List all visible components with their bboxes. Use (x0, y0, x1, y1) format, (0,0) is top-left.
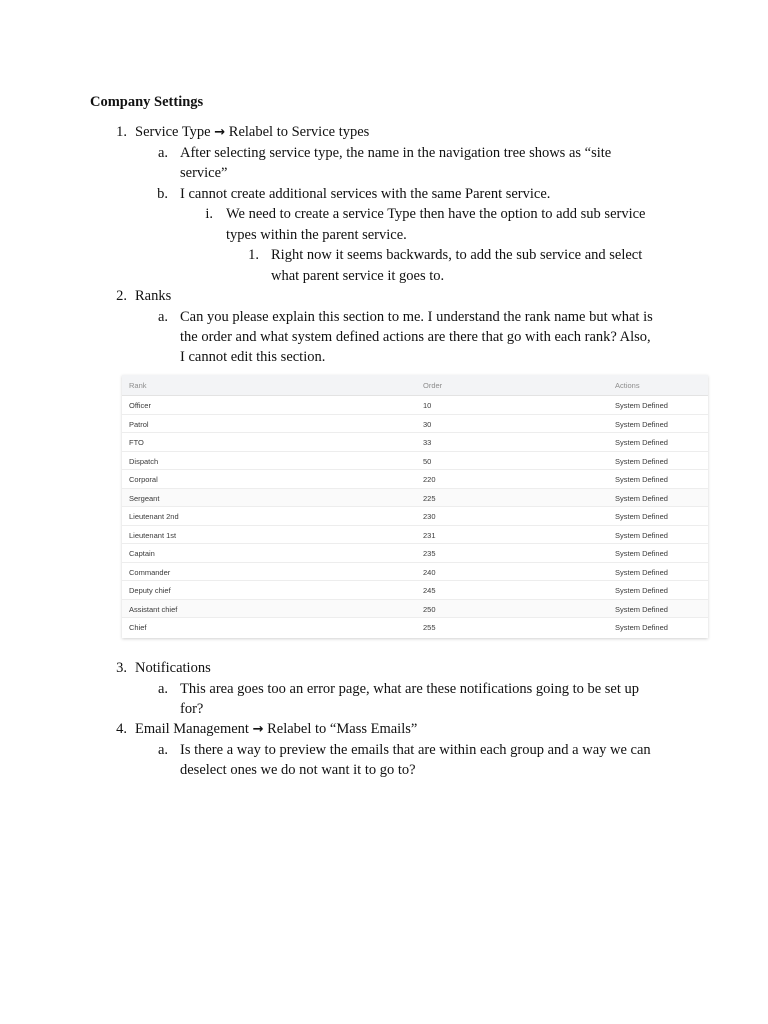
list-text: the order and what system defined actions are there that go with each rank? Also, (180, 329, 651, 345)
order-cell: 220 (423, 475, 436, 484)
actions-cell: System Defined (615, 401, 668, 410)
list-number: 1. (116, 124, 127, 140)
rank-cell: Assistant chief (129, 604, 178, 614)
list-item-email-management (135, 719, 417, 741)
actions-cell: System Defined (615, 438, 668, 447)
table-row (122, 433, 708, 452)
list-text: Is there a way to preview the emails that are within each group and a way we can (180, 742, 651, 758)
table-row (122, 470, 708, 489)
actions-cell: System Defined (615, 493, 668, 503)
item-relabel: Relabel to Service types (228, 124, 370, 140)
rank-cell: Chief (129, 623, 147, 632)
list-text: Right now it seems backwards, to add the sub service and select (271, 247, 643, 263)
rank-cell: Officer (129, 401, 151, 410)
order-cell: 231 (423, 530, 436, 540)
rank-cell: FTO (129, 438, 144, 447)
rank-cell: Lieutenant 2nd (129, 512, 179, 521)
table-row (122, 563, 708, 582)
table-row (122, 415, 708, 434)
column-header-rank: Rank (129, 381, 147, 390)
list-text: types within the parent service. (226, 227, 407, 243)
arrow-right-icon: → (252, 722, 264, 737)
list-marker: 1. (248, 247, 259, 263)
actions-cell: System Defined (615, 475, 668, 484)
order-cell: 235 (423, 549, 436, 558)
list-text: service” (180, 165, 228, 181)
table-row (122, 581, 708, 600)
rank-cell: Patrol (129, 419, 149, 429)
list-number: 3. (116, 660, 127, 676)
list-item-notifications: Notifications (135, 660, 211, 676)
list-text: what parent service it goes to. (271, 268, 445, 284)
actions-cell: System Defined (615, 604, 668, 614)
column-header-actions: Actions (615, 381, 640, 390)
list-item-ranks: Ranks (135, 288, 172, 304)
table-row (122, 452, 708, 471)
arrow-right-icon: → (214, 125, 226, 140)
list-text: I cannot create additional services with the same Parent service. (180, 186, 551, 202)
item-label: Service Type (135, 124, 211, 140)
order-cell: 230 (423, 512, 436, 521)
item-label: Email Management (135, 721, 249, 737)
order-cell: 245 (423, 586, 436, 595)
order-cell: 250 (423, 604, 436, 614)
rank-cell: Corporal (129, 475, 158, 484)
actions-cell: System Defined (615, 549, 668, 558)
list-text: This area goes too an error page, what are these notifications going to be set up (180, 681, 640, 697)
rank-table (122, 375, 708, 638)
list-marker: b. (157, 186, 168, 202)
rank-cell: Commander (129, 567, 171, 577)
order-cell: 255 (423, 623, 436, 632)
list-text: deselect ones we do not want it to go to? (180, 762, 416, 778)
rank-cell: Sergeant (129, 493, 160, 503)
list-text: for? (180, 701, 204, 717)
list-marker: i. (205, 206, 213, 222)
page-title: Company Settings (90, 94, 204, 110)
list-marker: a. (157, 681, 168, 697)
list-marker: a. (157, 145, 168, 161)
table-row (122, 600, 708, 619)
list-text: I cannot edit this section. (180, 349, 326, 365)
list-marker: a. (157, 742, 168, 758)
table-row (122, 544, 708, 563)
actions-cell: System Defined (615, 456, 668, 466)
column-header-order: Order (423, 381, 443, 390)
table-row (122, 489, 708, 508)
actions-cell: System Defined (615, 567, 668, 577)
rank-cell: Deputy chief (129, 586, 171, 595)
order-cell: 33 (423, 438, 432, 447)
actions-cell: System Defined (615, 419, 668, 429)
order-cell: 50 (423, 456, 432, 466)
table-row (122, 507, 708, 526)
list-number: 4. (116, 721, 127, 737)
list-marker: a. (157, 309, 168, 325)
actions-cell: System Defined (615, 623, 668, 632)
list-text: Can you please explain this section to me. I understand the rank name but what is (180, 309, 653, 325)
item-relabel: Relabel to “Mass Emails” (267, 721, 418, 737)
actions-cell: System Defined (615, 512, 668, 521)
table-row (122, 618, 708, 637)
rank-cell: Captain (129, 549, 155, 558)
table-row (122, 396, 708, 415)
order-cell: 30 (423, 419, 432, 429)
list-item-service-type (135, 122, 369, 144)
table-row (122, 526, 708, 545)
rank-cell: Lieutenant 1st (129, 530, 177, 540)
actions-cell: System Defined (615, 586, 668, 595)
list-text: We need to create a service Type then have the option to add sub service (226, 206, 646, 222)
actions-cell: System Defined (615, 530, 668, 540)
rank-cell: Dispatch (129, 456, 159, 466)
order-cell: 10 (423, 401, 432, 410)
list-text: After selecting service type, the name in the navigation tree shows as “site (180, 145, 612, 161)
order-cell: 225 (423, 493, 436, 503)
list-number: 2. (116, 288, 127, 304)
table-header (122, 375, 708, 396)
order-cell: 240 (423, 567, 436, 577)
